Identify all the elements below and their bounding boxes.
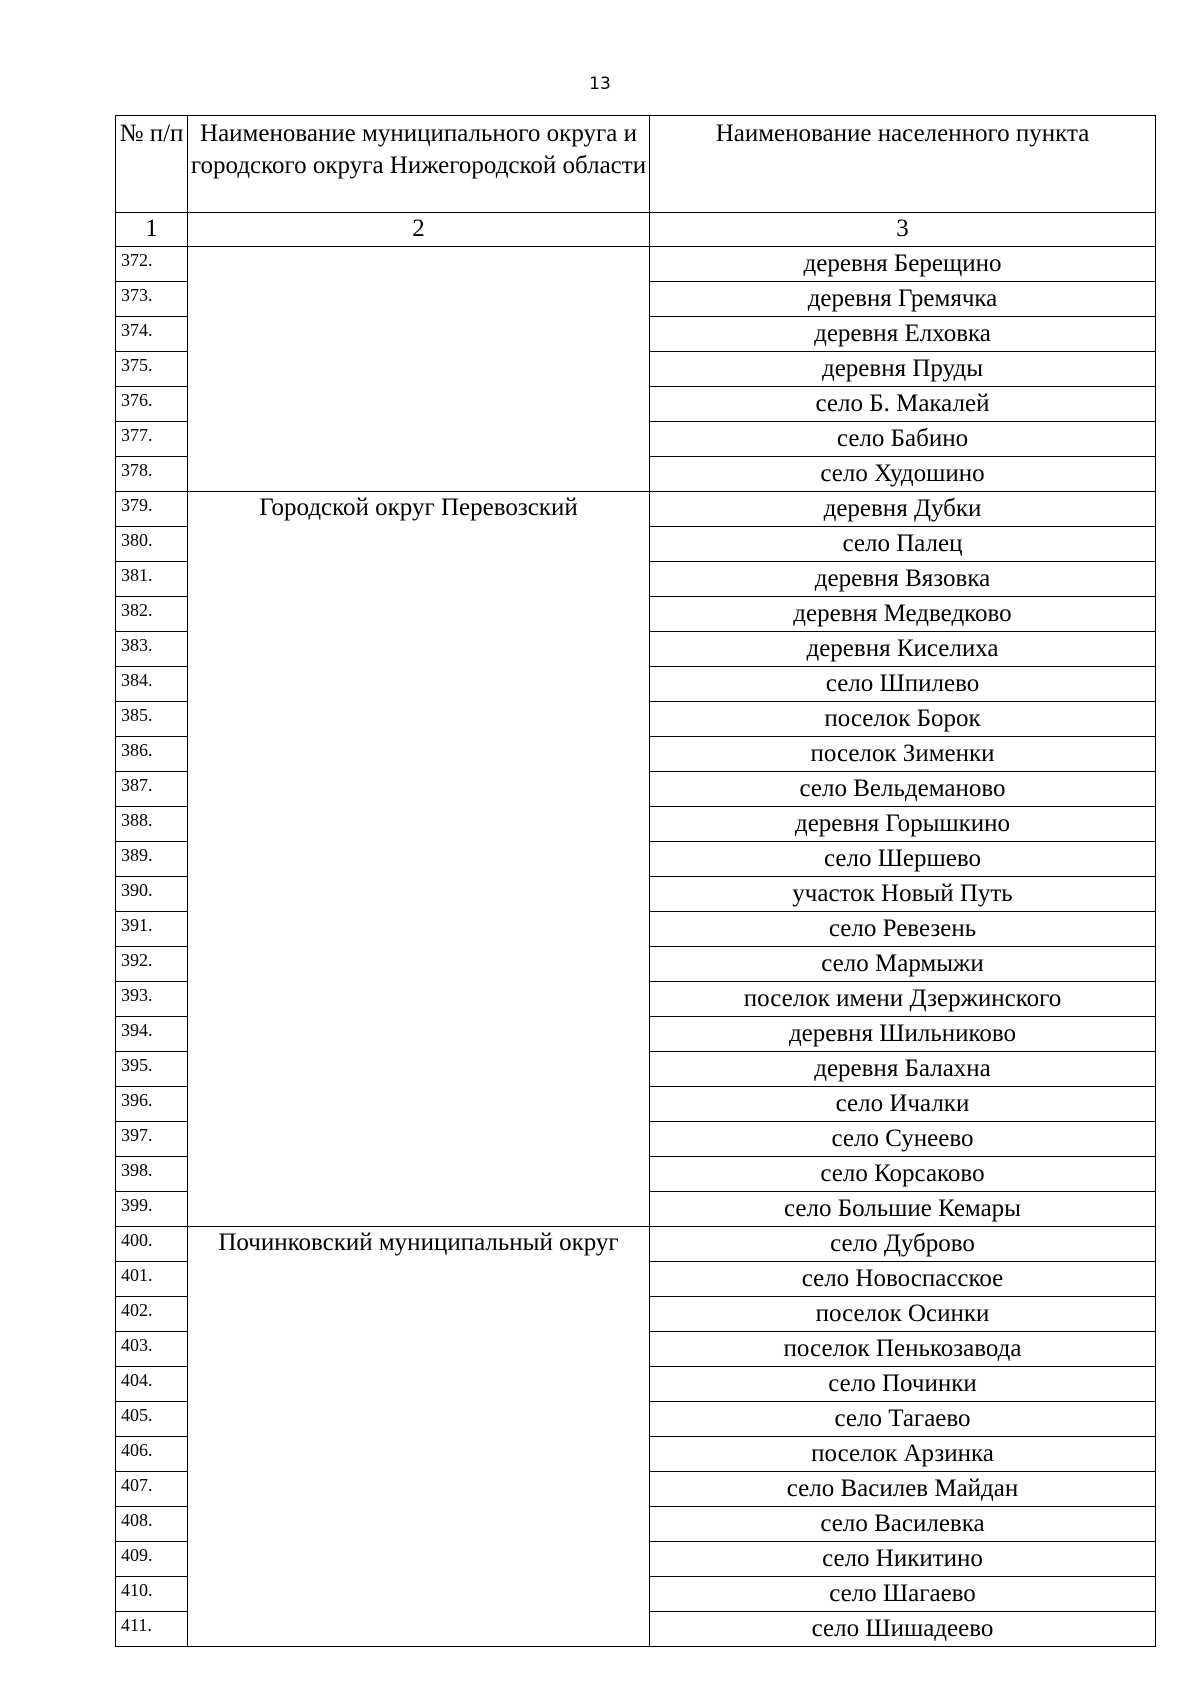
column-number-row <box>116 213 1156 247</box>
row-number: 395. <box>116 1052 188 1087</box>
settlement-name: деревня Горышкино <box>650 807 1156 842</box>
header-district: Наименование муниципального округа и городского округа Нижегородской области <box>188 116 650 213</box>
district-name <box>188 247 650 492</box>
row-number: 373. <box>116 282 188 317</box>
settlement-name: поселок Зименки <box>650 737 1156 772</box>
row-number: 381. <box>116 562 188 597</box>
table-row <box>116 247 1156 282</box>
settlement-name: село Василевка <box>650 1507 1156 1542</box>
settlement-name: село Шишадеево <box>650 1612 1156 1647</box>
row-number: 403. <box>116 1332 188 1367</box>
column-number-2: 2 <box>188 213 650 247</box>
settlement-name: деревня Елховка <box>650 317 1156 352</box>
page-number: 13 <box>589 74 611 94</box>
row-number: 385. <box>116 702 188 737</box>
row-number: 384. <box>116 667 188 702</box>
settlement-name: деревня Гремячка <box>650 282 1156 317</box>
row-number: 387. <box>116 772 188 807</box>
settlement-name: село Вельдеманово <box>650 772 1156 807</box>
row-number: 379. <box>116 492 188 527</box>
row-number: 388. <box>116 807 188 842</box>
row-number: 405. <box>116 1402 188 1437</box>
row-number: 397. <box>116 1122 188 1157</box>
row-number: 378. <box>116 457 188 492</box>
settlement-name: село Шагаево <box>650 1577 1156 1612</box>
table-row <box>116 1227 1156 1262</box>
settlement-name: село Тагаево <box>650 1402 1156 1437</box>
row-number: 392. <box>116 947 188 982</box>
row-number: 398. <box>116 1157 188 1192</box>
settlement-name: поселок Осинки <box>650 1297 1156 1332</box>
settlement-name: село Починки <box>650 1367 1156 1402</box>
settlement-name: деревня Дубки <box>650 492 1156 527</box>
row-number: 390. <box>116 877 188 912</box>
settlement-name: поселок имени Дзержинского <box>650 982 1156 1017</box>
settlement-name: село Шпилево <box>650 667 1156 702</box>
district-name: Починковский муниципальный округ <box>188 1227 650 1647</box>
row-number: 375. <box>116 352 188 387</box>
row-number: 386. <box>116 737 188 772</box>
settlement-name: село Корсаково <box>650 1157 1156 1192</box>
settlement-name: село Б. Макалей <box>650 387 1156 422</box>
district-name: Городской округ Перевозский <box>188 492 650 1227</box>
settlement-name: село Большие Кемары <box>650 1192 1156 1227</box>
settlement-name: участок Новый Путь <box>650 877 1156 912</box>
row-number: 410. <box>116 1577 188 1612</box>
settlement-name: деревня Шильниково <box>650 1017 1156 1052</box>
row-number: 393. <box>116 982 188 1017</box>
settlement-name: село Дуброво <box>650 1227 1156 1262</box>
row-number: 407. <box>116 1472 188 1507</box>
row-number: 404. <box>116 1367 188 1402</box>
row-number: 383. <box>116 632 188 667</box>
settlement-name: село Василев Майдан <box>650 1472 1156 1507</box>
row-number: 394. <box>116 1017 188 1052</box>
row-number: 411. <box>116 1612 188 1647</box>
settlement-name: поселок Арзинка <box>650 1437 1156 1472</box>
settlement-name: село Никитино <box>650 1542 1156 1577</box>
header-number: № п/п <box>116 116 188 213</box>
settlement-name: деревня Берещино <box>650 247 1156 282</box>
table-row <box>116 492 1156 527</box>
header-row <box>116 116 1156 213</box>
row-number: 402. <box>116 1297 188 1332</box>
row-number: 408. <box>116 1507 188 1542</box>
settlement-name: село Бабино <box>650 422 1156 457</box>
row-number: 374. <box>116 317 188 352</box>
settlement-name: село Новоспасское <box>650 1262 1156 1297</box>
row-number: 401. <box>116 1262 188 1297</box>
settlement-name: поселок Пенькозавода <box>650 1332 1156 1367</box>
settlement-name: село Палец <box>650 527 1156 562</box>
row-number: 372. <box>116 247 188 282</box>
row-number: 377. <box>116 422 188 457</box>
settlement-name: село Ичалки <box>650 1087 1156 1122</box>
row-number: 391. <box>116 912 188 947</box>
column-number-3: 3 <box>650 213 1156 247</box>
header-settlement: Наименование населенного пункта <box>650 116 1156 213</box>
settlement-name: село Ревезень <box>650 912 1156 947</box>
row-number: 409. <box>116 1542 188 1577</box>
row-number: 389. <box>116 842 188 877</box>
row-number: 406. <box>116 1437 188 1472</box>
settlement-name: поселок Борок <box>650 702 1156 737</box>
settlement-name: деревня Балахна <box>650 1052 1156 1087</box>
row-number: 400. <box>116 1227 188 1262</box>
row-number: 399. <box>116 1192 188 1227</box>
settlement-name: село Мармыжи <box>650 947 1156 982</box>
column-number-1: 1 <box>116 213 188 247</box>
settlement-name: деревня Пруды <box>650 352 1156 387</box>
row-number: 382. <box>116 597 188 632</box>
settlement-name: село Худошино <box>650 457 1156 492</box>
settlement-name: деревня Медведково <box>650 597 1156 632</box>
row-number: 376. <box>116 387 188 422</box>
settlements-table <box>115 115 1156 1647</box>
table-body <box>116 116 1156 1647</box>
settlement-name: деревня Киселиха <box>650 632 1156 667</box>
row-number: 380. <box>116 527 188 562</box>
settlement-name: село Шершево <box>650 842 1156 877</box>
settlement-name: село Сунеево <box>650 1122 1156 1157</box>
settlement-name: деревня Вязовка <box>650 562 1156 597</box>
row-number: 396. <box>116 1087 188 1122</box>
